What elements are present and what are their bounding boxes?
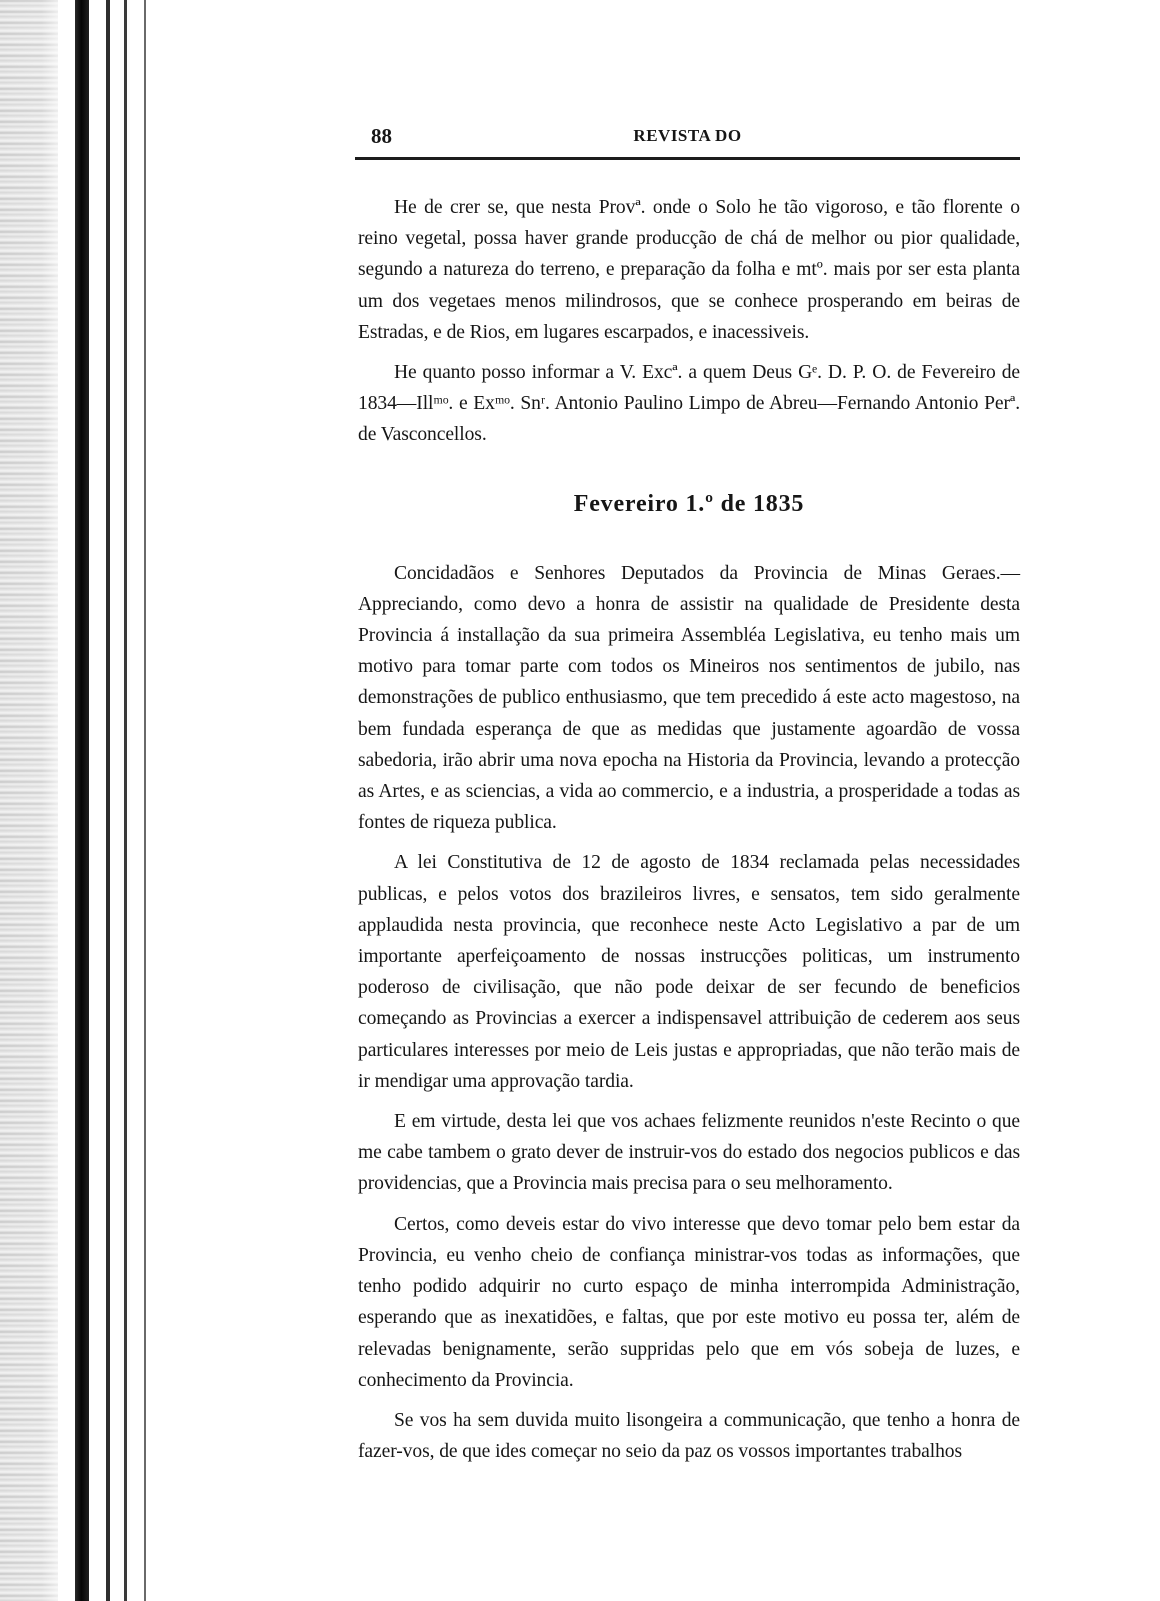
paragraph: E em virtude, desta lei que vos achaes felizmente reunidos n'este Recinto o que me cabe tambem o grato dever de instruir-vos do estado dos negocios publicos e das providencias, que a Provincia mais precisa para o seu melhoramento. (358, 1111, 1020, 1195)
page-header (355, 124, 1020, 158)
page-edge-line (144, 0, 146, 1601)
paragraph: Certos, como deveis estar do vivo interesse que devo tomar pelo bem estar da Provincia, eu venho cheio de confiança ministrar-vos todas as informações, que tenho podido adquirir no curto espaço de minha interrompida Administração, esperando que as inexatidões, e faltas, que por este motivo eu possa ter, além de relevadas benignamente, serão suppridas pelo que em vós sobeja de luzes, e conhecimento da Provincia. (358, 1213, 1020, 1391)
running-head: REVISTA DO (633, 126, 742, 145)
page-edge-line (106, 0, 110, 1601)
page-number: 88 (371, 124, 392, 148)
paragraph: A lei Constitutiva de 12 de agosto de 1834 reclamada pelas necessidades publicas, e pelos votos dos brazileiros livres, e sensatos, tem sido geralmente applaudida nesta provincia, que reconhece neste Acto Legislativo a par de um importante aperfeiçoamento de nossas instrucções politicas, um instrumento poderoso de civilisação, que não pode deixar de ser fecundo de beneficios começando as Provincias a exercer a indispensavel attribuição de cederem aos seus particulares interesses por meio de Leis justas e appropriadas, que não terão mais de ir mendigar uma approvação tardia. (358, 852, 1020, 1092)
text-column (358, 192, 1020, 1476)
book-spine-shadow (75, 0, 89, 1601)
paragraph: Concidadãos e Senhores Deputados da Provincia de Minas Geraes.—Appreciando, como devo a honra de assistir na qualidade de Presidente desta Provincia á installação da sua primeira Assembléa Legislativa, eu tenho mais um motivo para tomar parte com todos os Mineiros nos sentimentos de jubilo, nas demonstrações de publico enthusiasmo, que tem precedido á este acto magestoso, na bem fundada esperança de que as medidas que justamente agoardão de vossa sabedoria, irão abrir uma nova epocha na Historia da Provincia, levando a protecção as Artes, e as sciencias, a vida ao commercio, e a industria, a prosperidade a todas as fontes de riqueza publica. (358, 562, 1020, 834)
gutter-fade (0, 0, 70, 1601)
paragraph: Se vos ha sem duvida muito lisongeira a communicação, que tenho a honra de fazer-vos, de que ides começar no seio da paz os vossos importantes trabalhos (358, 1409, 1020, 1463)
paragraph: He quanto posso informar a V. Excª. a quem Deus Gᵉ. D. P. O. de Fevereiro de 1834—Illᵐᵒ. e Exᵐᵒ. Snʳ. Antonio Paulino Limpo de Abreu—Fernando Antonio Perª. de Vasconcellos. (358, 362, 1020, 446)
section-heading: Fevereiro 1.º de 1835 (573, 490, 805, 517)
paragraph: He de crer se, que nesta Provª. onde o Solo he tão vigoroso, e tão florente o reino vegetal, possa haver grande producção de chá de melhor ou pior qualidade, segundo a natureza do terreno, e preparação da folha e mtº. mais por ser esta planta um dos vegetaes menos milindrosos, que se conhece prosperando em beiras de Estradas, e de Rios, em lugares escarpados, e inacessiveis. (358, 197, 1020, 343)
header-rule (355, 157, 1020, 160)
page-edge-line (124, 0, 127, 1601)
